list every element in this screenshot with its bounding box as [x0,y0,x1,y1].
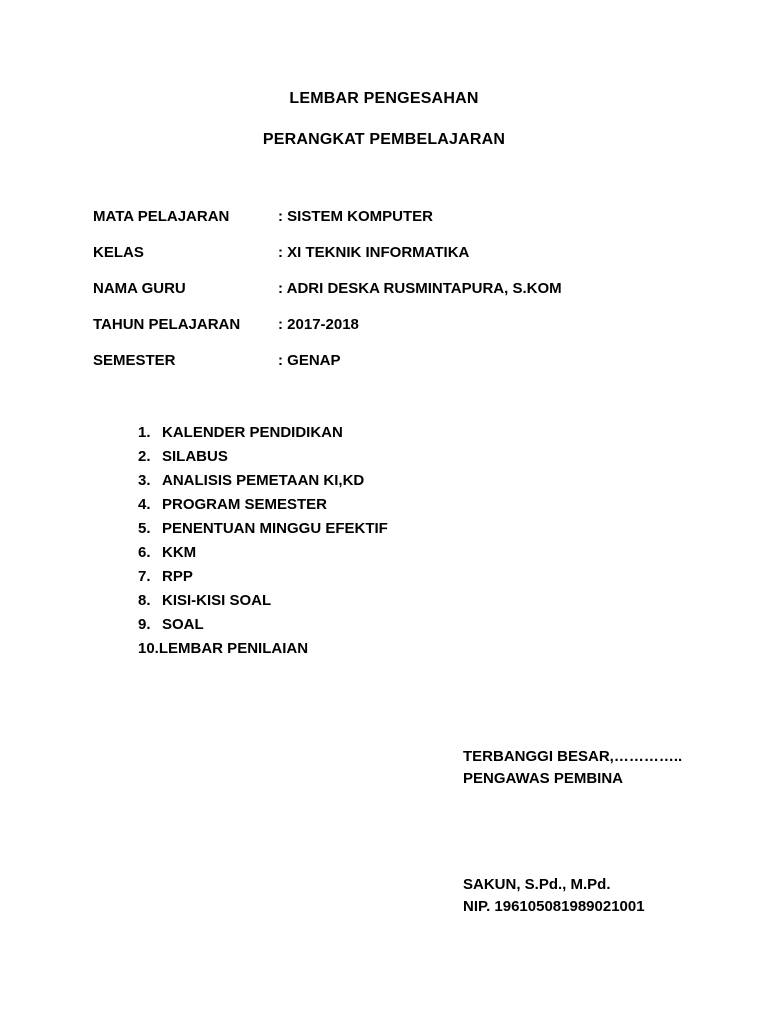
list-item [138,591,388,615]
info-value: : GENAP [278,352,341,369]
info-value: : SISTEM KOMPUTER [278,208,434,225]
list-number: 9. [138,616,151,633]
list-text: KALENDER PENDIDIKAN [162,424,343,441]
list-text: PENENTUAN MINGGU EFEKTIF [162,520,388,537]
signature-role: PENGAWAS PEMBINA [463,770,624,787]
signature-heading [463,746,682,790]
list-text: KISI-KISI SOAL [162,592,272,609]
list-item [138,519,388,543]
list-number: 6. [138,544,151,561]
info-value: : 2017-2018 [278,316,359,333]
info-row-subject [93,208,693,228]
list-item [138,423,388,447]
list-text: ANALISIS PEMETAAN KI,KD [162,472,365,489]
list-text: SOAL [162,616,204,633]
info-row-class [93,244,693,264]
list-item [138,567,388,591]
info-label: MATA PELAJARAN [93,208,230,225]
signature-place-date: TERBANGGI BESAR,………….. [463,748,683,765]
list-number: 1. [138,424,151,441]
list-number: 7. [138,568,151,585]
list-text: KKM [162,544,197,561]
info-label: SEMESTER [93,352,176,369]
list-item [138,543,388,567]
list-number: 4. [138,496,151,513]
list-item [138,495,388,519]
document-list [138,423,388,663]
info-value: : ADRI DESKA RUSMINTAPURA, S.KOM [278,280,562,297]
info-label: TAHUN PELAJARAN [93,316,241,333]
list-item [138,639,388,663]
list-item [138,615,388,639]
page-subtitle: PERANGKAT PEMBELAJARAN [262,131,506,148]
list-text: SILABUS [162,448,228,465]
info-row-teacher [93,280,693,300]
signatory-nip: NIP. 196105081989021001 [463,898,645,915]
list-text: PROGRAM SEMESTER [162,496,328,513]
list-text: RPP [162,568,193,585]
signatory-name: SAKUN, S.Pd., M.Pd. [463,876,611,893]
list-number: 8. [138,592,151,609]
info-row-semester [93,352,693,372]
page-title: LEMBAR PENGESAHAN [289,90,479,107]
list-number: 2. [138,448,151,465]
info-row-school-year [93,316,693,336]
info-label: NAMA GURU [93,280,186,297]
list-number: 10. [138,640,159,657]
info-value: : XI TEKNIK INFORMATIKA [278,244,470,261]
info-label: KELAS [93,244,144,261]
list-item [138,447,388,471]
signature-block [463,874,645,918]
list-text: LEMBAR PENILAIAN [158,640,309,657]
list-item [138,471,388,495]
list-number: 5. [138,520,151,537]
list-number: 3. [138,472,151,489]
